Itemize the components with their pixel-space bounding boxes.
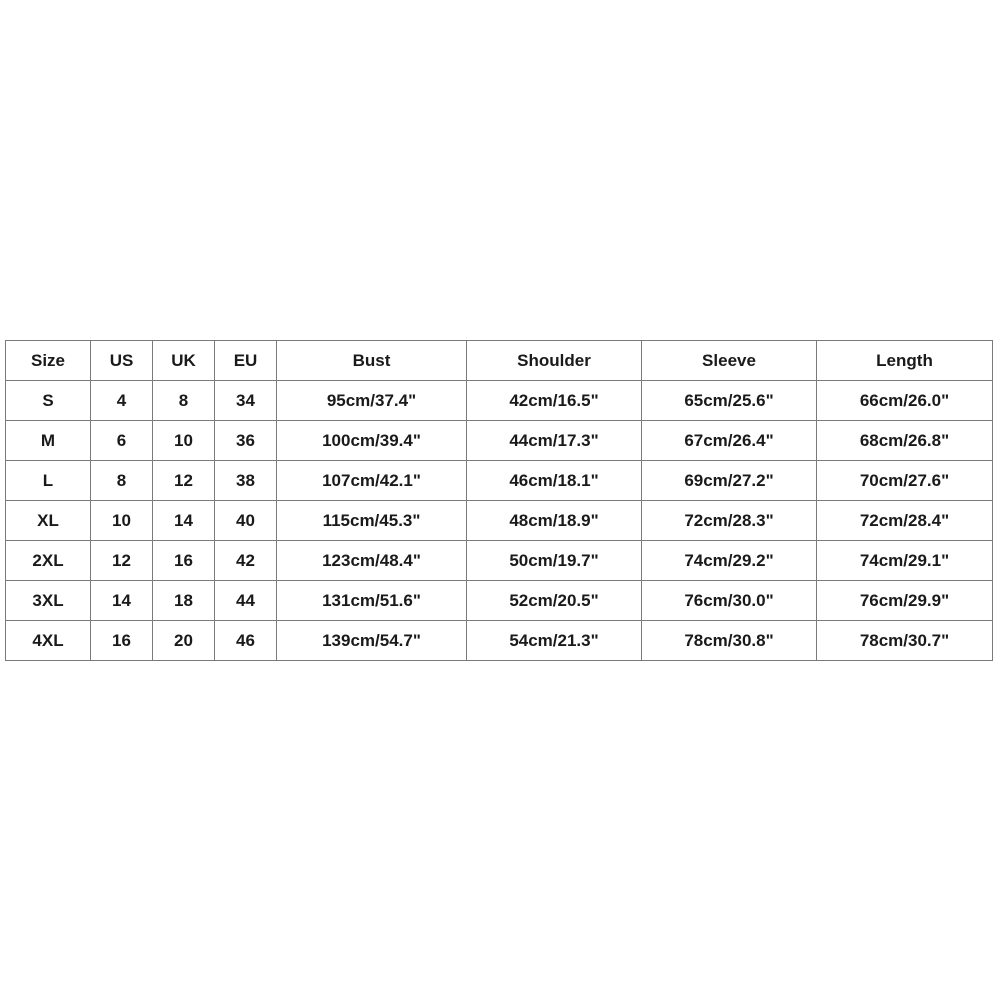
column-header-sleeve: Sleeve: [642, 341, 817, 381]
cell-size: 3XL: [6, 581, 91, 621]
cell-sleeve: 65cm/25.6": [642, 381, 817, 421]
cell-length: 68cm/26.8": [817, 421, 993, 461]
cell-size: XL: [6, 501, 91, 541]
cell-bust: 115cm/45.3": [277, 501, 467, 541]
cell-length: 70cm/27.6": [817, 461, 993, 501]
cell-length: 72cm/28.4": [817, 501, 993, 541]
table-row: [6, 621, 993, 661]
cell-uk: 18: [153, 581, 215, 621]
column-header-us: US: [91, 341, 153, 381]
cell-uk: 16: [153, 541, 215, 581]
cell-size: M: [6, 421, 91, 461]
cell-length: 78cm/30.7": [817, 621, 993, 661]
cell-sleeve: 72cm/28.3": [642, 501, 817, 541]
table-row: [6, 421, 993, 461]
cell-bust: 95cm/37.4": [277, 381, 467, 421]
cell-eu: 42: [215, 541, 277, 581]
cell-uk: 10: [153, 421, 215, 461]
cell-sleeve: 74cm/29.2": [642, 541, 817, 581]
column-header-size: Size: [6, 341, 91, 381]
cell-us: 14: [91, 581, 153, 621]
cell-shoulder: 54cm/21.3": [467, 621, 642, 661]
table-header-row: [6, 341, 993, 381]
column-header-length: Length: [817, 341, 993, 381]
cell-us: 4: [91, 381, 153, 421]
cell-eu: 40: [215, 501, 277, 541]
column-header-uk: UK: [153, 341, 215, 381]
cell-sleeve: 76cm/30.0": [642, 581, 817, 621]
table-body: [6, 381, 993, 661]
cell-length: 66cm/26.0": [817, 381, 993, 421]
cell-sleeve: 78cm/30.8": [642, 621, 817, 661]
cell-size: S: [6, 381, 91, 421]
cell-us: 8: [91, 461, 153, 501]
cell-eu: 46: [215, 621, 277, 661]
cell-uk: 20: [153, 621, 215, 661]
cell-us: 12: [91, 541, 153, 581]
table-row: [6, 541, 993, 581]
cell-us: 16: [91, 621, 153, 661]
cell-uk: 14: [153, 501, 215, 541]
cell-size: L: [6, 461, 91, 501]
table-row: [6, 381, 993, 421]
cell-us: 10: [91, 501, 153, 541]
column-header-shoulder: Shoulder: [467, 341, 642, 381]
cell-bust: 123cm/48.4": [277, 541, 467, 581]
cell-shoulder: 46cm/18.1": [467, 461, 642, 501]
table-row: [6, 461, 993, 501]
cell-shoulder: 52cm/20.5": [467, 581, 642, 621]
table-row: [6, 501, 993, 541]
cell-eu: 38: [215, 461, 277, 501]
table-row: [6, 581, 993, 621]
cell-length: 76cm/29.9": [817, 581, 993, 621]
cell-eu: 34: [215, 381, 277, 421]
cell-sleeve: 67cm/26.4": [642, 421, 817, 461]
cell-size: 2XL: [6, 541, 91, 581]
cell-bust: 131cm/51.6": [277, 581, 467, 621]
cell-bust: 139cm/54.7": [277, 621, 467, 661]
column-header-bust: Bust: [277, 341, 467, 381]
cell-sleeve: 69cm/27.2": [642, 461, 817, 501]
cell-eu: 36: [215, 421, 277, 461]
cell-uk: 8: [153, 381, 215, 421]
cell-uk: 12: [153, 461, 215, 501]
cell-shoulder: 48cm/18.9": [467, 501, 642, 541]
cell-length: 74cm/29.1": [817, 541, 993, 581]
cell-us: 6: [91, 421, 153, 461]
cell-eu: 44: [215, 581, 277, 621]
cell-size: 4XL: [6, 621, 91, 661]
cell-bust: 107cm/42.1": [277, 461, 467, 501]
cell-bust: 100cm/39.4": [277, 421, 467, 461]
cell-shoulder: 50cm/19.7": [467, 541, 642, 581]
cell-shoulder: 44cm/17.3": [467, 421, 642, 461]
size-chart-table: [5, 340, 993, 661]
column-header-eu: EU: [215, 341, 277, 381]
cell-shoulder: 42cm/16.5": [467, 381, 642, 421]
